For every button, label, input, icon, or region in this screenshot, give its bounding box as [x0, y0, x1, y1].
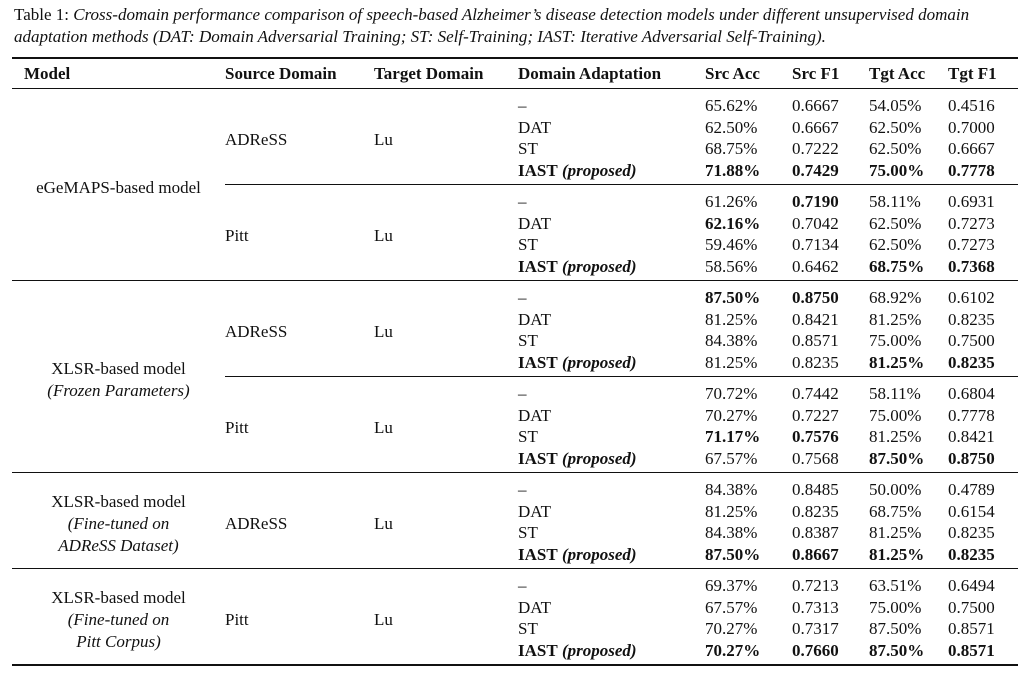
source-domain-cell: ADReSS: [225, 513, 288, 533]
src-acc-cell: 71.88%: [705, 160, 761, 180]
src-acc-cell: 87.50%: [705, 544, 761, 564]
src-f1-cell: 0.8750: [792, 288, 839, 307]
method-name: DAT: [518, 309, 552, 329]
method-name: DAT: [518, 405, 552, 425]
src-acc-cell: 71.17%: [705, 427, 761, 446]
method-name: IAST: [518, 448, 558, 468]
tgt-f1-cell: 0.6154: [948, 501, 995, 521]
domain-adaptation-cell: [518, 597, 701, 619]
src-f1-cell: 0.7222: [792, 139, 839, 158]
tgt-acc-cell: 54.05%: [869, 96, 922, 115]
tgt-acc-cell: 87.50%: [869, 619, 922, 638]
src-acc-cell: 84.38%: [705, 331, 758, 350]
src-f1-cell: 0.7568: [792, 448, 839, 468]
src-f1-cell: 0.8667: [792, 544, 839, 564]
domain-adaptation-cell: [518, 89, 701, 117]
tgt-acc-cell: 50.00%: [869, 480, 922, 499]
src-acc-cell: 68.75%: [705, 139, 758, 158]
domain-adaptation-cell: [518, 522, 701, 544]
tgt-acc-cell: 81.25%: [869, 427, 922, 446]
domain-adaptation-cell: [518, 234, 701, 256]
tgt-acc-cell: 81.25%: [869, 352, 925, 372]
target-domain-cell: Lu: [374, 321, 393, 341]
model-name-cell: [12, 569, 225, 666]
src-acc-cell: 59.46%: [705, 235, 758, 254]
src-f1-cell: 0.8235: [792, 352, 839, 372]
tgt-f1-cell: 0.6667: [948, 139, 995, 158]
src-f1-cell: 0.8571: [792, 331, 839, 350]
target-domain-cell: Lu: [374, 377, 518, 473]
src-f1-cell: 0.7213: [792, 576, 839, 595]
src-acc-cell: 84.38%: [705, 480, 758, 499]
model-name-cell: [12, 281, 225, 473]
src-acc-cell: 81.25%: [705, 352, 758, 372]
tgt-f1-cell: 0.7778: [948, 160, 995, 180]
src-acc-cell: 84.38%: [705, 523, 758, 542]
tgt-acc-cell: 87.50%: [869, 640, 925, 660]
proposed-tag: (proposed): [561, 160, 637, 180]
src-f1-cell: 0.7576: [792, 427, 839, 446]
header-src-f1: Src F1: [792, 63, 840, 83]
domain-adaptation-cell: [518, 281, 701, 309]
model-name-cell: [12, 89, 225, 281]
src-f1-cell: 0.7317: [792, 619, 839, 638]
method-name: ST: [518, 523, 538, 542]
tgt-f1-cell: 0.8421: [948, 427, 995, 446]
tgt-acc-cell: 81.25%: [869, 544, 925, 564]
proposed-tag: (proposed): [561, 352, 637, 372]
domain-adaptation-cell: [518, 640, 701, 666]
method-name: ST: [518, 331, 538, 350]
domain-adaptation-cell: [518, 377, 701, 405]
domain-adaptation-cell: [518, 352, 701, 377]
src-acc-cell: 61.26%: [701, 185, 788, 213]
proposed-tag: (proposed): [561, 640, 637, 660]
domain-adaptation-cell: [518, 405, 701, 427]
src-acc-cell: 67.57%: [705, 448, 758, 468]
tgt-acc-cell: 68.75%: [869, 256, 925, 276]
table-row: [12, 89, 1018, 117]
method-name: ST: [518, 427, 538, 446]
src-acc-cell: 70.27%: [705, 405, 758, 425]
model-name-line: Pitt Corpus): [76, 631, 161, 651]
domain-adaptation-cell: [518, 138, 701, 160]
proposed-tag: (proposed): [561, 544, 637, 564]
caption-label: Table 1:: [14, 5, 69, 24]
target-domain-cell: Lu: [374, 129, 393, 149]
source-domain-cell: Pitt: [225, 185, 374, 281]
method-name: –: [518, 576, 527, 595]
src-f1-cell: 0.7042: [792, 213, 839, 233]
model-name-line: (Frozen Parameters): [47, 380, 190, 400]
src-f1-cell: 0.7227: [792, 405, 839, 425]
src-acc-cell: 70.27%: [705, 619, 758, 638]
tgt-acc-cell: 63.51%: [869, 576, 922, 595]
method-name: ST: [518, 619, 538, 638]
tgt-acc-cell: 62.50%: [869, 213, 922, 233]
model-name-cell: [12, 473, 225, 569]
tgt-acc-cell: 58.11%: [865, 377, 944, 405]
src-acc-cell: 70.27%: [705, 640, 761, 660]
tgt-acc-cell: 75.00%: [869, 331, 922, 350]
tgt-acc-cell: 75.00%: [869, 405, 922, 425]
src-acc-cell: 87.50%: [705, 288, 761, 307]
source-domain-cell: ADReSS: [225, 129, 288, 149]
target-domain-cell: Lu: [374, 513, 393, 533]
tgt-f1-cell: 0.7273: [948, 213, 995, 233]
method-name: DAT: [518, 117, 552, 137]
header-tgt-acc: Tgt Acc: [869, 63, 926, 83]
src-f1-cell: 0.6462: [792, 256, 839, 276]
model-name-line: XLSR-based model: [51, 587, 186, 607]
tgt-f1-cell: 0.8235: [948, 523, 995, 542]
proposed-tag: (proposed): [561, 256, 637, 276]
src-f1-cell: 0.7313: [792, 597, 839, 617]
domain-adaptation-cell: [518, 213, 701, 235]
tgt-f1-cell: 0.6102: [948, 288, 995, 307]
src-f1-cell: 0.7134: [792, 235, 839, 254]
header-domain-adaptation: Domain Adaptation: [518, 63, 662, 83]
target-domain-cell: Lu: [374, 185, 518, 281]
method-name: –: [518, 192, 527, 211]
src-acc-cell: 58.56%: [705, 256, 758, 276]
src-f1-cell: 0.8387: [792, 523, 839, 542]
src-f1-cell: 0.7442: [788, 377, 865, 405]
tgt-acc-cell: 62.50%: [869, 235, 922, 254]
src-acc-cell: 81.25%: [705, 309, 758, 329]
tgt-acc-cell: 62.50%: [869, 139, 922, 158]
domain-adaptation-cell: [518, 426, 701, 448]
tgt-f1-cell: 0.4789: [948, 480, 995, 499]
tgt-f1-cell: 0.7500: [948, 597, 995, 617]
model-name-line: eGeMAPS-based model: [36, 177, 201, 197]
method-name: IAST: [518, 640, 558, 660]
tgt-f1-cell: 0.8571: [948, 640, 995, 660]
tgt-f1-cell: 0.8571: [948, 619, 995, 638]
tgt-f1-cell: 0.8235: [948, 352, 995, 372]
src-acc-cell: 70.72%: [701, 377, 788, 405]
domain-adaptation-cell: [518, 473, 701, 501]
model-name-line: (Fine-tuned on: [67, 513, 170, 533]
domain-adaptation-cell: [518, 330, 701, 352]
table-row: [12, 281, 1018, 309]
header-source-domain: Source Domain: [225, 63, 337, 83]
method-name: DAT: [518, 501, 552, 521]
tgt-f1-cell: 0.6931: [944, 185, 1018, 213]
src-f1-cell: 0.6667: [792, 96, 839, 115]
method-name: –: [518, 288, 527, 307]
src-acc-cell: 62.50%: [705, 117, 758, 137]
method-name: DAT: [518, 597, 552, 617]
src-f1-cell: 0.7190: [788, 185, 865, 213]
tgt-f1-cell: 0.8235: [948, 309, 995, 329]
method-name: IAST: [518, 544, 558, 564]
domain-adaptation-cell: [518, 309, 701, 331]
target-domain-cell: Lu: [374, 609, 393, 629]
proposed-tag: (proposed): [561, 448, 637, 468]
tgt-f1-cell: 0.7000: [948, 117, 995, 137]
header-src-acc: Src Acc: [705, 63, 760, 83]
tgt-f1-cell: 0.4516: [948, 96, 995, 115]
src-f1-cell: 0.7429: [792, 160, 839, 180]
caption-text: Cross-domain performance comparison of speech-based Alzheimer’s disease detection models under different unsupervised domain adaptation methods (DAT: Domain Adversarial Training; ST: Self-Training; IAST: Iterative Adversarial Self-Training).: [14, 5, 970, 46]
source-domain-cell: Pitt: [225, 377, 374, 473]
model-name-line: (Fine-tuned on: [67, 609, 170, 629]
src-acc-cell: 65.62%: [705, 96, 758, 115]
source-domain-cell: ADReSS: [225, 321, 288, 341]
header-row: [12, 58, 1018, 89]
tgt-acc-cell: 62.50%: [869, 117, 922, 137]
header-tgt-f1: Tgt F1: [948, 63, 997, 83]
table-row: [12, 569, 1018, 597]
domain-adaptation-cell: [518, 544, 701, 569]
tgt-f1-cell: 0.6804: [944, 377, 1018, 405]
tgt-f1-cell: 0.7273: [948, 235, 995, 254]
domain-adaptation-cell: [518, 185, 701, 213]
tgt-f1-cell: 0.7500: [948, 331, 995, 350]
tgt-acc-cell: 81.25%: [869, 309, 922, 329]
src-f1-cell: 0.8485: [792, 480, 839, 499]
tgt-f1-cell: 0.7368: [948, 256, 995, 276]
src-acc-cell: 81.25%: [705, 501, 758, 521]
table-body: [12, 89, 1018, 666]
method-name: –: [518, 96, 527, 115]
src-acc-cell: 62.16%: [705, 213, 761, 233]
src-f1-cell: 0.8235: [792, 501, 839, 521]
model-name-line: XLSR-based model: [51, 358, 186, 378]
tgt-acc-cell: 68.92%: [869, 288, 922, 307]
tgt-acc-cell: 68.75%: [869, 501, 922, 521]
tgt-acc-cell: 81.25%: [869, 523, 922, 542]
tgt-acc-cell: 75.00%: [869, 160, 925, 180]
source-domain-cell: Pitt: [225, 609, 249, 629]
model-name-line: ADReSS Dataset): [58, 535, 179, 555]
results-table: [12, 57, 1018, 666]
domain-adaptation-cell: [518, 618, 701, 640]
domain-adaptation-cell: [518, 117, 701, 139]
tgt-f1-cell: 0.8235: [948, 544, 995, 564]
method-name: ST: [518, 139, 538, 158]
domain-adaptation-cell: [518, 256, 701, 281]
method-name: ST: [518, 235, 538, 254]
domain-adaptation-cell: [518, 448, 701, 473]
tgt-f1-cell: 0.7778: [948, 405, 995, 425]
table-row: [12, 473, 1018, 501]
table-caption: [14, 4, 1022, 48]
header-target-domain: Target Domain: [374, 63, 484, 83]
domain-adaptation-cell: [518, 160, 701, 185]
method-name: DAT: [518, 213, 552, 233]
method-name: IAST: [518, 160, 558, 180]
domain-adaptation-cell: [518, 569, 701, 597]
tgt-f1-cell: 0.8750: [948, 448, 995, 468]
method-name: IAST: [518, 352, 558, 372]
src-f1-cell: 0.6667: [792, 117, 839, 137]
src-f1-cell: 0.8421: [792, 309, 839, 329]
src-acc-cell: 67.57%: [705, 597, 758, 617]
tgt-acc-cell: 75.00%: [869, 597, 922, 617]
domain-adaptation-cell: [518, 501, 701, 523]
method-name: IAST: [518, 256, 558, 276]
model-name-line: XLSR-based model: [51, 491, 186, 511]
src-f1-cell: 0.7660: [792, 640, 839, 660]
method-name: –: [518, 480, 527, 499]
header-model: Model: [24, 63, 71, 83]
src-acc-cell: 69.37%: [705, 576, 758, 595]
tgt-acc-cell: 87.50%: [869, 448, 925, 468]
tgt-acc-cell: 58.11%: [865, 185, 944, 213]
tgt-f1-cell: 0.6494: [948, 576, 995, 595]
method-name: –: [518, 384, 527, 403]
